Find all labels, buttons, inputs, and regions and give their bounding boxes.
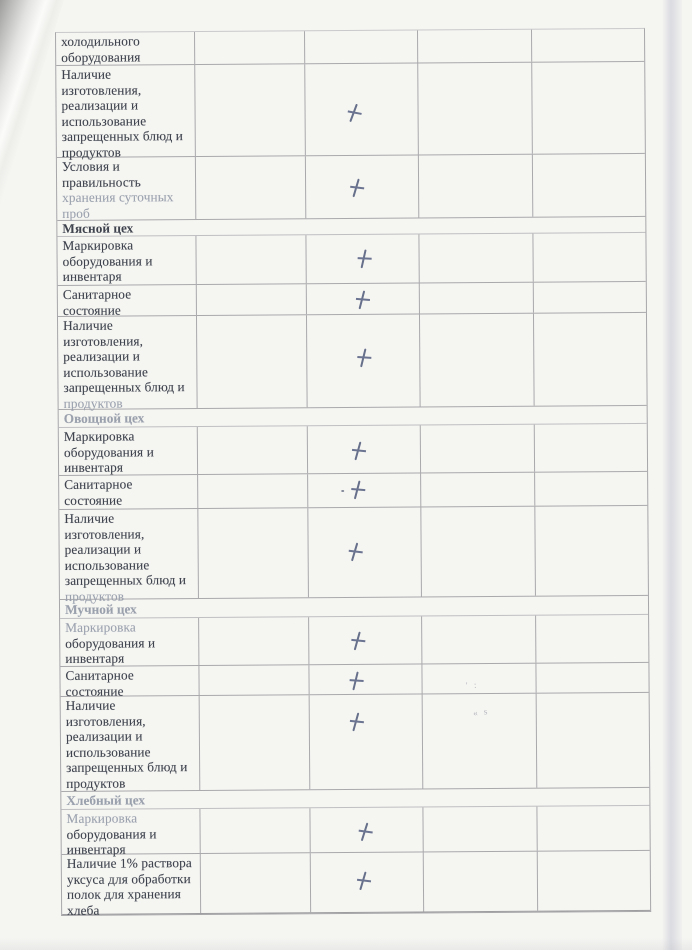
check-cell xyxy=(419,234,533,283)
row-label xyxy=(58,285,196,318)
table-row xyxy=(62,851,650,918)
table-row xyxy=(59,424,647,476)
label-text: Условия и правильность xyxy=(61,158,141,190)
row-label xyxy=(61,809,199,857)
check-cell xyxy=(532,29,644,62)
handwritten-plus-mark xyxy=(355,821,374,843)
check-cell xyxy=(538,851,650,911)
check-cell xyxy=(196,156,306,219)
row-label xyxy=(58,316,197,411)
row-label xyxy=(62,854,200,918)
table-row xyxy=(61,693,650,792)
check-cell xyxy=(308,473,421,507)
label-text: Маркировка оборудования и инвентаря xyxy=(63,428,154,475)
label-text: продуктов xyxy=(63,395,123,411)
item-description-cell xyxy=(62,854,201,918)
item-description-cell xyxy=(57,236,196,285)
table-row xyxy=(59,506,648,604)
item-description-cell xyxy=(59,427,198,475)
check-cell xyxy=(535,424,647,472)
scan-edge-shadow xyxy=(662,0,682,950)
table-row xyxy=(58,313,647,410)
check-cell xyxy=(307,314,421,407)
check-cell xyxy=(535,506,648,596)
handwritten-plus-mark xyxy=(354,347,372,368)
check-cell xyxy=(535,472,647,506)
label-text: Маркировка оборудования и инвентаря xyxy=(62,237,153,284)
handwritten-plus-mark xyxy=(348,630,367,651)
item-description-cell xyxy=(61,696,201,791)
label-text: Санитарное состояние xyxy=(62,286,132,318)
check-cell xyxy=(420,283,534,314)
item-description-cell xyxy=(60,618,199,666)
handwritten-plus-mark xyxy=(348,479,366,500)
check-cell xyxy=(200,695,311,790)
check-cell xyxy=(309,664,422,694)
row-label xyxy=(56,65,195,160)
check-cell xyxy=(536,663,648,693)
row-label xyxy=(57,157,195,221)
handwritten-plus-mark xyxy=(346,711,365,732)
handwritten-plus-mark xyxy=(353,289,371,310)
check-cell xyxy=(422,664,536,694)
check-cell xyxy=(418,30,532,63)
item-description-cell xyxy=(59,475,198,509)
check-cell xyxy=(305,63,419,155)
check-cell xyxy=(532,62,645,154)
check-cell xyxy=(308,425,421,473)
section-title: Хлебный цех xyxy=(66,792,146,808)
label-text: продуктов xyxy=(64,588,125,604)
label-text: оборудования и инвентаря xyxy=(66,825,157,857)
check-cell xyxy=(534,282,646,313)
check-cell xyxy=(418,63,533,155)
check-cell xyxy=(310,694,424,789)
label-text: Наличие изготовления, реализации и использование запрещенных блюд и xyxy=(62,317,185,395)
item-description-cell xyxy=(56,32,195,65)
table-row xyxy=(60,615,648,667)
table-row xyxy=(59,472,647,510)
label-text: хранения суточных проб xyxy=(62,189,174,221)
handwritten-plus-mark xyxy=(345,541,364,562)
section-title: Мясной цех xyxy=(62,220,134,236)
check-cell xyxy=(533,154,645,217)
row-label xyxy=(60,666,198,699)
check-cell xyxy=(310,807,423,852)
check-cell xyxy=(196,235,306,284)
check-cell xyxy=(308,507,422,597)
check-cell xyxy=(533,233,645,282)
label-text: оборудования и инвентаря xyxy=(65,634,156,666)
label-text: холодильного оборудования xyxy=(61,33,141,65)
handwritten-plus-mark xyxy=(353,870,372,891)
table-row xyxy=(58,282,646,317)
table-row xyxy=(56,29,644,66)
check-cell xyxy=(311,852,424,912)
section-title: Мучной цех xyxy=(64,600,137,617)
handwritten-plus-mark xyxy=(349,440,368,461)
check-cell xyxy=(536,615,648,663)
label-text: Наличие изготовления, реализации и использование запрещенных блюд и xyxy=(64,510,187,588)
check-cell xyxy=(198,426,308,474)
check-cell xyxy=(198,508,309,598)
item-description-cell xyxy=(58,285,197,316)
check-cell xyxy=(306,155,419,218)
handwritten-plus-mark xyxy=(347,177,366,198)
check-cell xyxy=(199,665,309,695)
row-label xyxy=(59,475,197,508)
item-description-cell xyxy=(58,316,198,409)
table-row xyxy=(60,663,648,697)
handwritten-plus-mark xyxy=(346,670,364,691)
check-cell xyxy=(421,507,536,597)
item-description-cell xyxy=(59,509,199,604)
item-description-cell xyxy=(60,666,199,699)
item-description-cell xyxy=(57,157,196,220)
label-text: Санитарное состояние xyxy=(65,667,134,699)
check-cell xyxy=(421,473,535,507)
row-label xyxy=(59,509,198,604)
label-text: Наличие изготовления, реализации и использование запрещенных блюд и продуктов xyxy=(61,66,184,160)
check-cell xyxy=(424,852,538,912)
pencil-smudge: « s xyxy=(472,705,490,719)
check-cell xyxy=(197,284,307,315)
item-description-cell xyxy=(56,65,196,160)
section-title: Овощной цех xyxy=(63,410,145,426)
check-cell xyxy=(537,806,649,851)
check-cell xyxy=(422,616,536,664)
check-cell xyxy=(537,693,650,788)
check-cell xyxy=(307,283,420,314)
table-row xyxy=(61,806,649,855)
check-cell xyxy=(195,64,306,156)
check-cell xyxy=(199,617,309,665)
table-row xyxy=(57,154,645,221)
row-label xyxy=(60,618,198,666)
table-row xyxy=(57,233,645,286)
check-cell xyxy=(309,616,422,664)
item-description-cell xyxy=(61,809,200,857)
scan-bottom-shadow xyxy=(0,938,692,950)
check-cell xyxy=(419,155,533,218)
label-text: Наличие изготовления, реализации и использование запрещенных блюд и продуктов xyxy=(65,697,188,791)
handwritten-plus-mark xyxy=(355,249,373,269)
row-label xyxy=(59,427,197,475)
row-label xyxy=(57,236,195,284)
row-label xyxy=(61,696,200,791)
table-row xyxy=(56,62,645,158)
label-text: Санитарное состояние xyxy=(64,476,133,508)
row-label xyxy=(56,32,194,65)
check-cell xyxy=(195,31,305,64)
check-cell xyxy=(201,853,311,913)
check-cell xyxy=(200,808,310,853)
pencil-dot xyxy=(341,489,344,492)
check-cell xyxy=(420,314,535,407)
pencil-smudge: ' : xyxy=(465,679,479,691)
check-cell xyxy=(306,234,419,283)
check-cell xyxy=(421,425,535,473)
check-cell xyxy=(534,313,647,406)
label-text: Маркировка xyxy=(66,810,138,826)
check-cell xyxy=(197,315,308,408)
inspection-table xyxy=(55,28,651,916)
check-cell xyxy=(305,30,418,63)
label-text: Маркировка xyxy=(65,619,136,635)
label-text: Наличие 1% раствора уксуса для обработки полок для хранения хлеба xyxy=(66,855,192,918)
handwritten-plus-mark xyxy=(344,101,364,123)
check-cell xyxy=(198,474,308,508)
check-cell xyxy=(423,807,537,852)
